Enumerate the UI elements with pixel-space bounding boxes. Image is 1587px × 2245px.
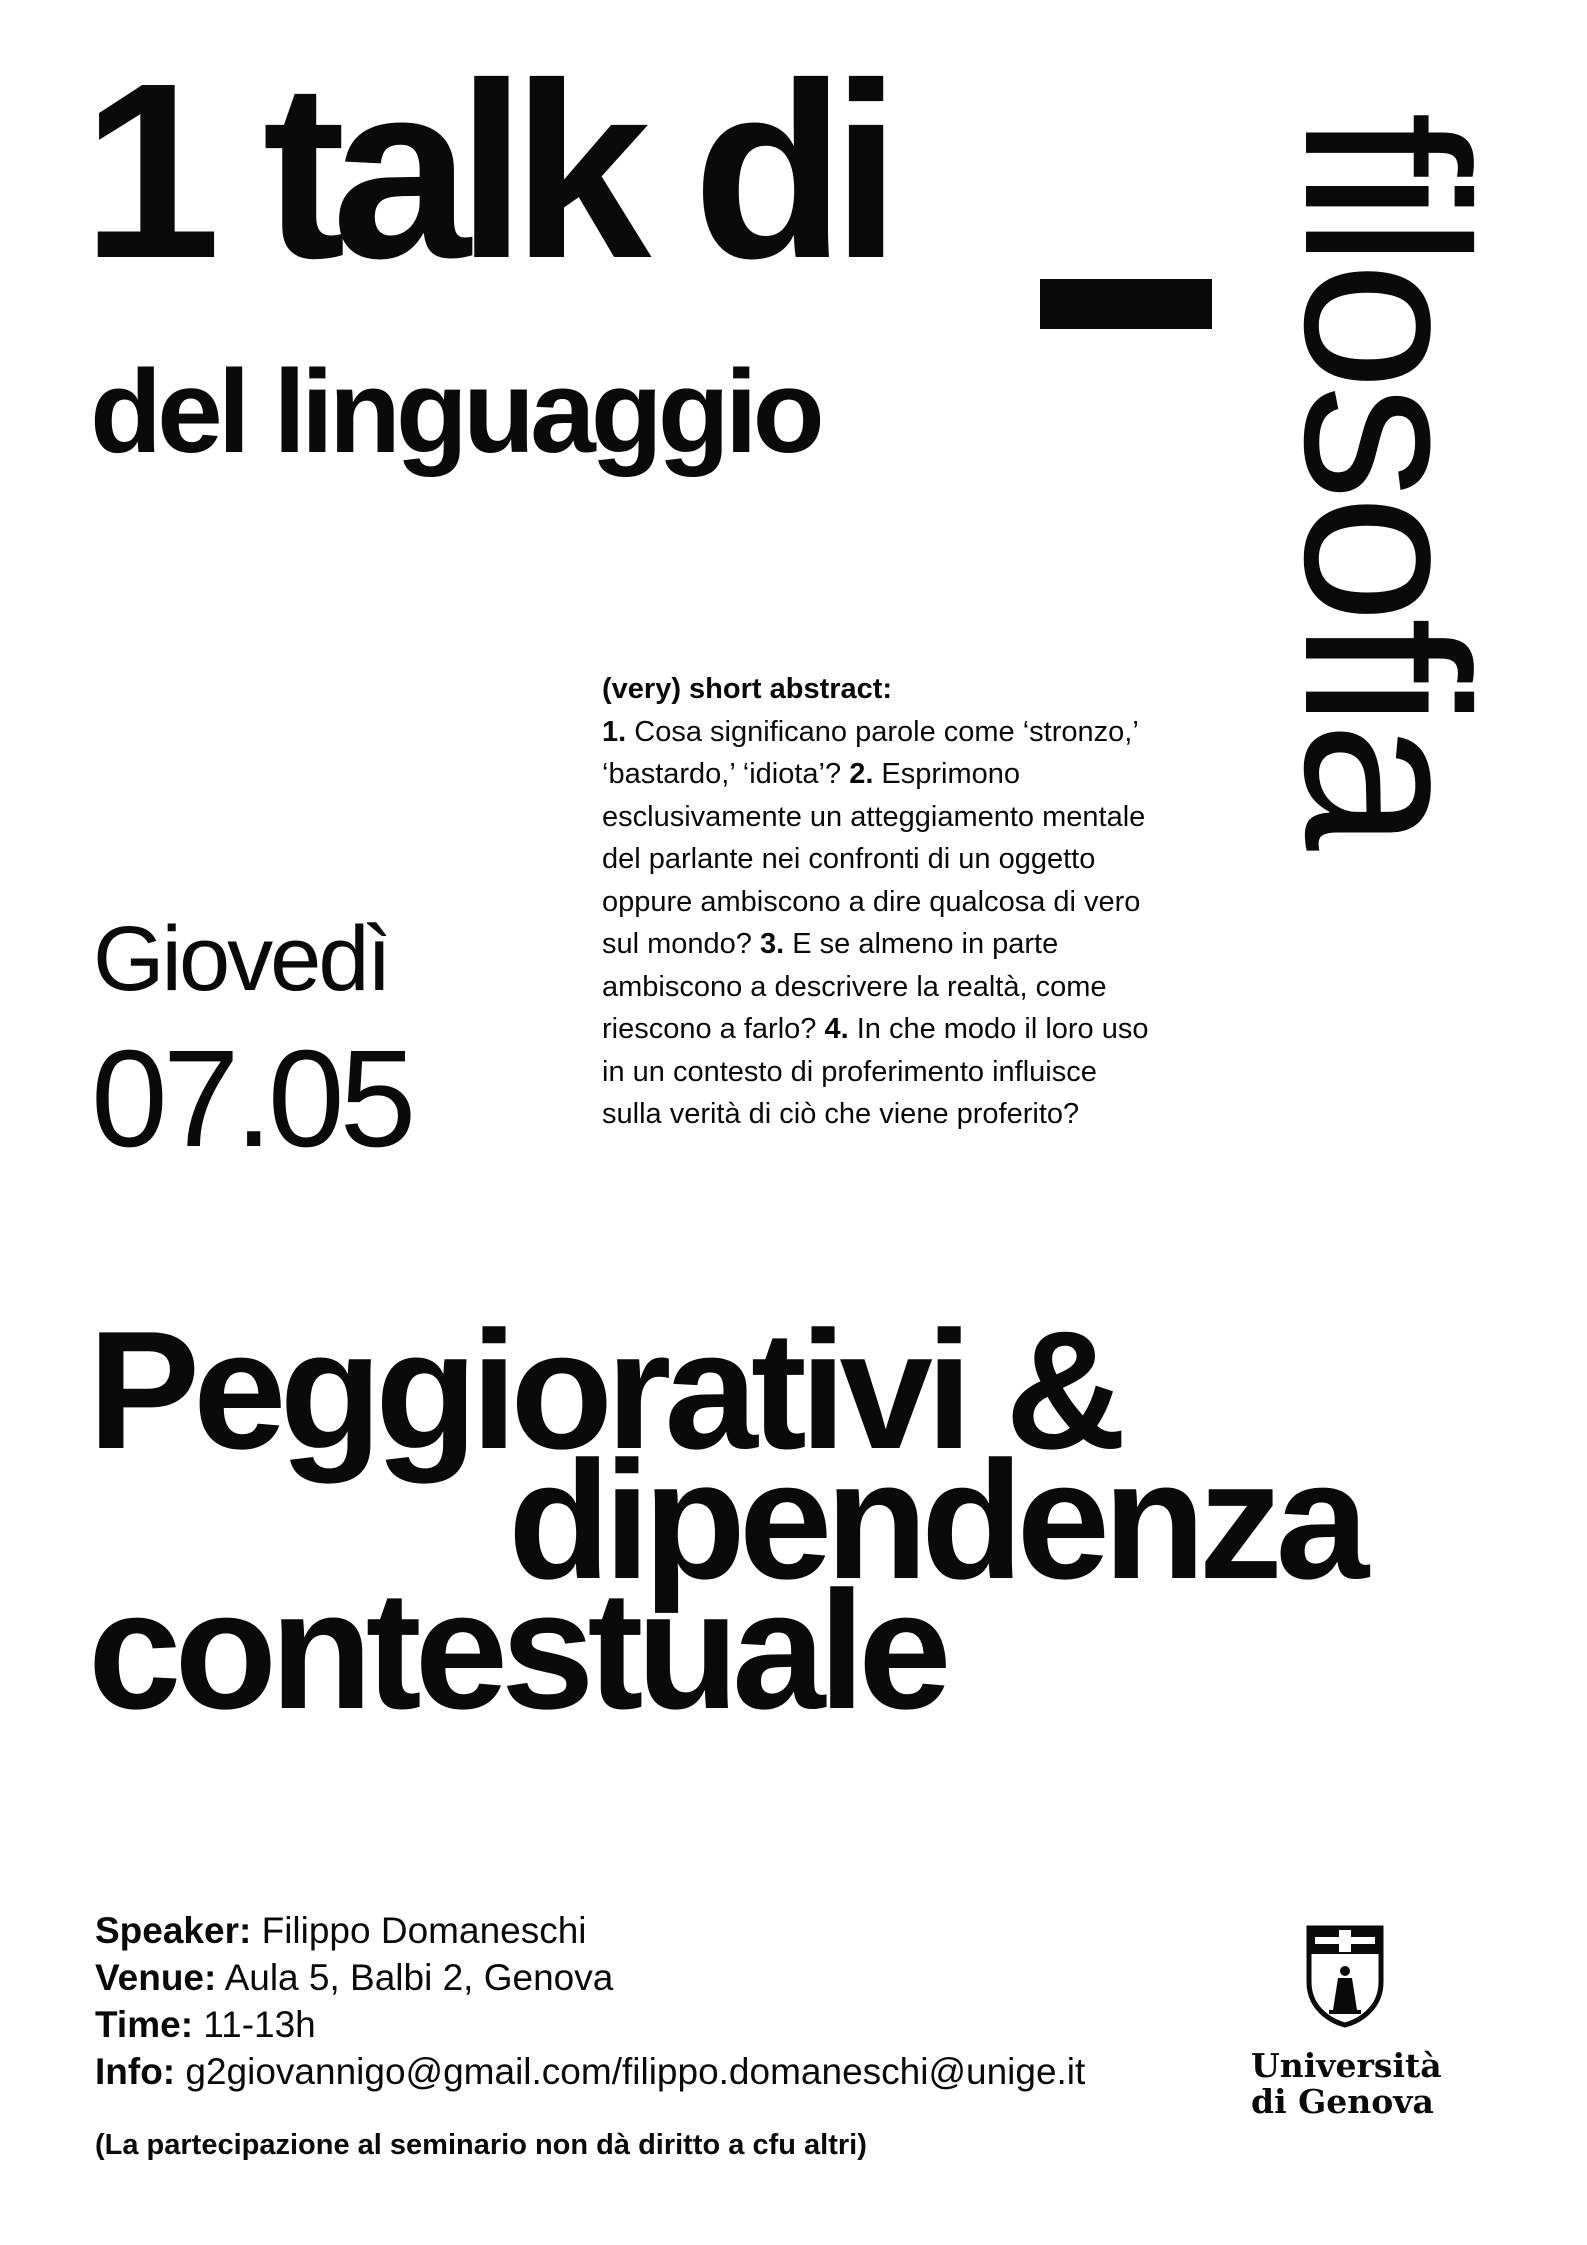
- info-contacts[interactable]: g2giovannigo@gmail.com/filippo.domaneschi@unige.it: [175, 2051, 1086, 2092]
- university-logo: [1245, 1924, 1475, 2154]
- abstract-text-4: In che modo il loro uso in un contesto di proferimento influisce sulla verità di ciò che viene proferito?: [602, 1013, 1149, 1130]
- speaker-label: Speaker:: [95, 1910, 252, 1951]
- abstract-number-1: 1.: [602, 715, 627, 748]
- talk-title-line-3: contestuale: [88, 1556, 945, 1744]
- university-crest-icon: [1305, 1924, 1385, 2028]
- speaker-row: [95, 1907, 1195, 1954]
- vertical-word: filosofia: [1256, 112, 1515, 845]
- title-underscore-bar: [1040, 279, 1212, 329]
- vertical-word-container: [1255, 112, 1515, 1242]
- abstract-text-2: Esprimono esclusivamente un atteggiamento mentale del parlante nei confronti di un oggetto oppure ambiscono a dire qualcosa di vero sul mondo?: [602, 758, 1146, 960]
- abstract-text-3: E se almeno in parte ambiscono a descrivere la realtà, come riescono a farlo?: [602, 928, 1107, 1045]
- university-name-line-2: di Genova: [1251, 2082, 1434, 2121]
- info-row: [95, 2048, 1195, 2095]
- time-row: [95, 2001, 1195, 2048]
- abstract-number-4: 4.: [824, 1013, 849, 1045]
- participation-note: (La partecipazione al seminario non dà diritto a cfu altri): [95, 2129, 867, 2161]
- info-label: Info:: [95, 2051, 176, 2092]
- time-value: 11-13h: [193, 2004, 316, 2045]
- time-label: Time:: [95, 2004, 194, 2045]
- abstract-number-3: 3.: [760, 928, 785, 960]
- venue-label: Venue:: [95, 1957, 217, 1998]
- abstract-number-2: 2.: [849, 758, 874, 790]
- speaker-value: Filippo Domaneschi: [251, 1910, 587, 1951]
- title-line-1: 1 talk di: [82, 31, 887, 310]
- talk-title: [88, 1296, 1363, 1744]
- event-day: Giovedì: [93, 908, 390, 1010]
- venue-value: Aula 5, Balbi 2, Genova: [216, 1957, 614, 1998]
- venue-row: [95, 1954, 1195, 2001]
- abstract-text-1: Cosa significano parole come ‘stronzo,’ ‘bastardo,’ ‘idiota’?: [602, 715, 1138, 790]
- university-name-line-1: Università: [1251, 2046, 1442, 2085]
- event-details: [95, 1907, 1195, 2095]
- event-date: 07.05: [91, 1022, 412, 1176]
- abstract: [602, 668, 1162, 1136]
- university-name: [1251, 2048, 1491, 2120]
- talk-title-line-1: Peggiorativi &: [88, 1296, 1120, 1484]
- title-line-2: del linguaggio: [90, 346, 820, 478]
- talk-title-line-2: dipendenza: [508, 1426, 1363, 1614]
- abstract-heading: (very) short abstract:: [602, 673, 893, 705]
